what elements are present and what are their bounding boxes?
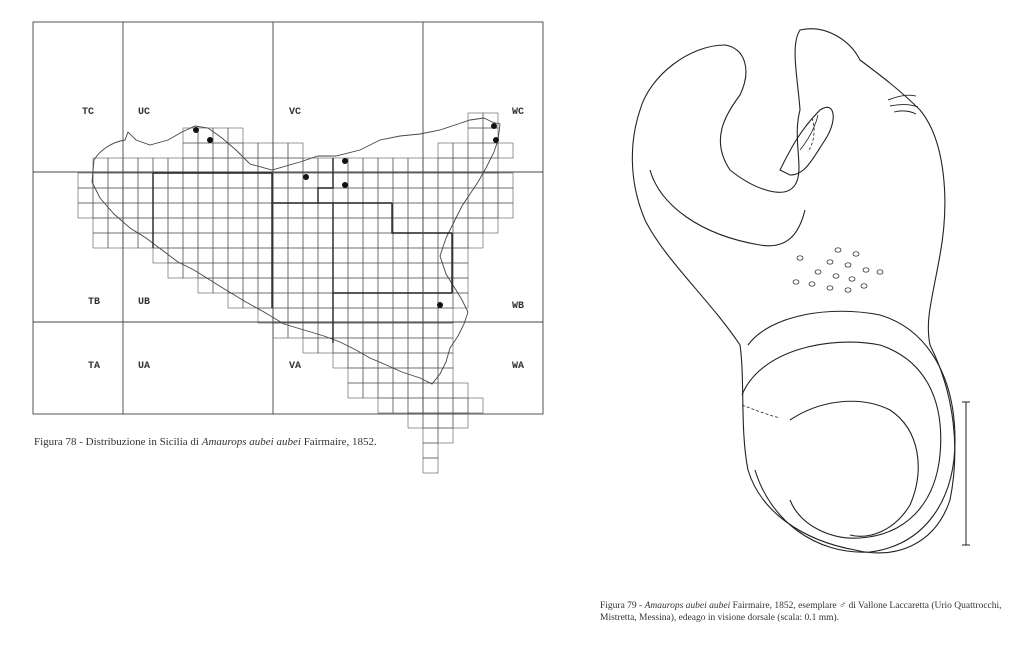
pore	[849, 277, 855, 281]
zone-label-wa: WA	[512, 361, 525, 372]
zone-label-ua: UA	[138, 361, 151, 372]
pore	[827, 286, 833, 290]
caption-78-species: Amaurops aubei aubei	[201, 436, 301, 448]
zone-label-uc: UC	[138, 107, 151, 118]
caption-78-prefix: Figura 78 - Distribuzione in Sicilia di	[34, 436, 202, 448]
pore	[809, 282, 815, 286]
aedeagus-spine	[800, 115, 818, 150]
caption-79-species: Amaurops aubei aubei	[644, 601, 731, 611]
aedeagus-left-lobe	[650, 170, 805, 246]
pore	[861, 284, 867, 288]
caption-79-rest: Fairmaire, 1852, esemplare ♂ di Vallone Laccaretta (Urio Quattrocchi, Mistretta, Messina), edeago in visione dorsale (scala: 0.1 mm).	[600, 601, 1002, 623]
sclerite-1	[888, 95, 916, 100]
pore	[797, 256, 803, 260]
pore	[835, 248, 841, 252]
zone-label-wb: WB	[512, 301, 525, 312]
dashed-link	[742, 405, 780, 418]
pore	[853, 252, 859, 256]
zone-label-tb: TB	[88, 297, 101, 308]
pore	[845, 288, 851, 292]
zone-label-wc: WC	[512, 107, 525, 118]
figure-79-caption	[600, 600, 1020, 624]
zone-label-va: VA	[289, 361, 302, 372]
zone-label-ta: TA	[88, 361, 101, 372]
pore	[793, 280, 799, 284]
pore	[877, 270, 883, 274]
pore	[815, 270, 821, 274]
pore-cluster	[793, 248, 883, 292]
zone-label-vc: VC	[289, 107, 302, 118]
pore	[827, 260, 833, 264]
sclerite-2	[890, 105, 918, 107]
scale-bar	[962, 402, 970, 545]
pore	[845, 263, 851, 267]
zone-label-ub: UB	[138, 297, 151, 308]
caption-78-suffix: Fairmaire, 1852.	[300, 436, 377, 448]
pore	[833, 274, 839, 278]
caption-79-prefix: Figura 79 -	[600, 601, 645, 611]
aedeagus-outer-outline	[632, 29, 954, 553]
pore	[863, 268, 869, 272]
basal-bulb-inner	[790, 401, 918, 536]
zone-label-tc: TC	[82, 107, 95, 118]
sclerite-3	[894, 111, 916, 114]
